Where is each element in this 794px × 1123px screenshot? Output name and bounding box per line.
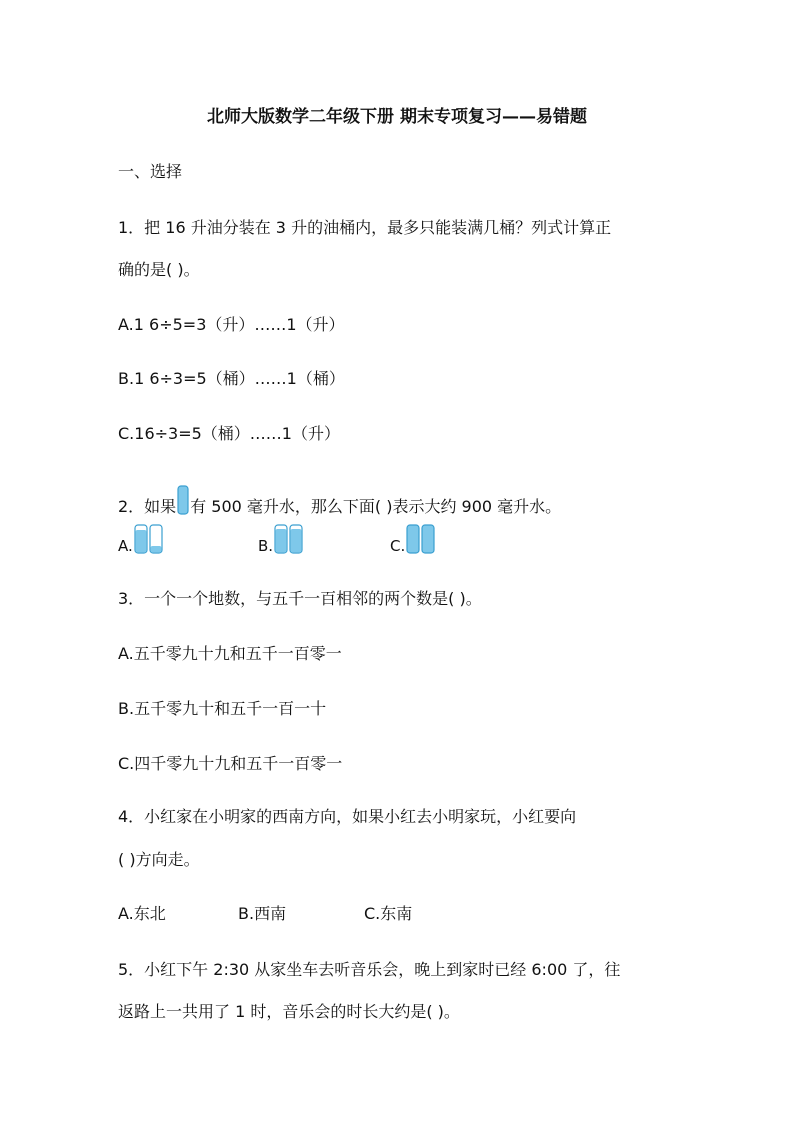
question-1-text: 1．把 16 升油分装在 3 升的油桶内，最多只能装满几桶？列式计算正	[118, 218, 612, 237]
question-2-option-b[interactable]	[258, 524, 304, 556]
question-1-option-b[interactable]: B.1 6÷3=5（桶）……1（桶）	[118, 369, 345, 388]
question-3-text: 3．一个一个地数，与五千一百相邻的两个数是( )。	[118, 589, 482, 608]
question-1-option-c[interactable]: C.16÷3=5（桶）……1（升）	[118, 424, 340, 443]
question-3-option-a[interactable]: A.五千零九十九和五千一百零一	[118, 644, 342, 663]
cup-full-and-partial-icon	[134, 524, 164, 554]
cup-two-mostly-full-icon	[274, 524, 304, 554]
question-4-option-a[interactable]: A.东北	[118, 904, 166, 923]
question-3-option-b[interactable]: B.五千零九十和五千一百一十	[118, 699, 327, 718]
cup-two-full-icon	[406, 524, 436, 554]
question-5-text-cont: 返路上一共用了 1 时，音乐会的时长大约是( )。	[118, 1002, 460, 1021]
option-c-label: C.	[390, 537, 406, 555]
question-2-suffix: 有 500 毫升水，那么下面( )表示大约 900 毫升水。	[190, 497, 562, 516]
question-1-text-cont: 确的是( )。	[118, 260, 200, 279]
question-4-option-b[interactable]: B.西南	[238, 904, 287, 923]
question-1-option-a[interactable]: A.1 6÷5=3（升）……1（升）	[118, 315, 345, 334]
section-heading: 一、选择	[118, 162, 183, 181]
question-2-option-a[interactable]	[118, 524, 164, 556]
question-2-text	[118, 485, 561, 517]
question-4-option-c[interactable]: C.东南	[364, 904, 413, 923]
question-2-option-c[interactable]	[390, 524, 436, 556]
question-4-text: 4．小红家在小明家的西南方向，如果小红去小明家玩，小红要向	[118, 807, 577, 826]
full-cup-icon	[177, 485, 189, 515]
question-2-prefix: 2．如果	[118, 497, 177, 516]
option-a-label: A.	[118, 537, 133, 555]
option-b-label: B.	[258, 537, 274, 555]
page-title: 北师大版数学二年级下册 期末专项复习——易错题	[207, 107, 587, 127]
question-5-text: 5．小红下午 2:30 从家坐车去听音乐会，晚上到家时已经 6:00 了，往	[118, 960, 621, 979]
question-3-option-c[interactable]: C.四千零九十九和五千一百零一	[118, 754, 343, 773]
question-4-text-cont: ( )方向走。	[118, 850, 200, 869]
